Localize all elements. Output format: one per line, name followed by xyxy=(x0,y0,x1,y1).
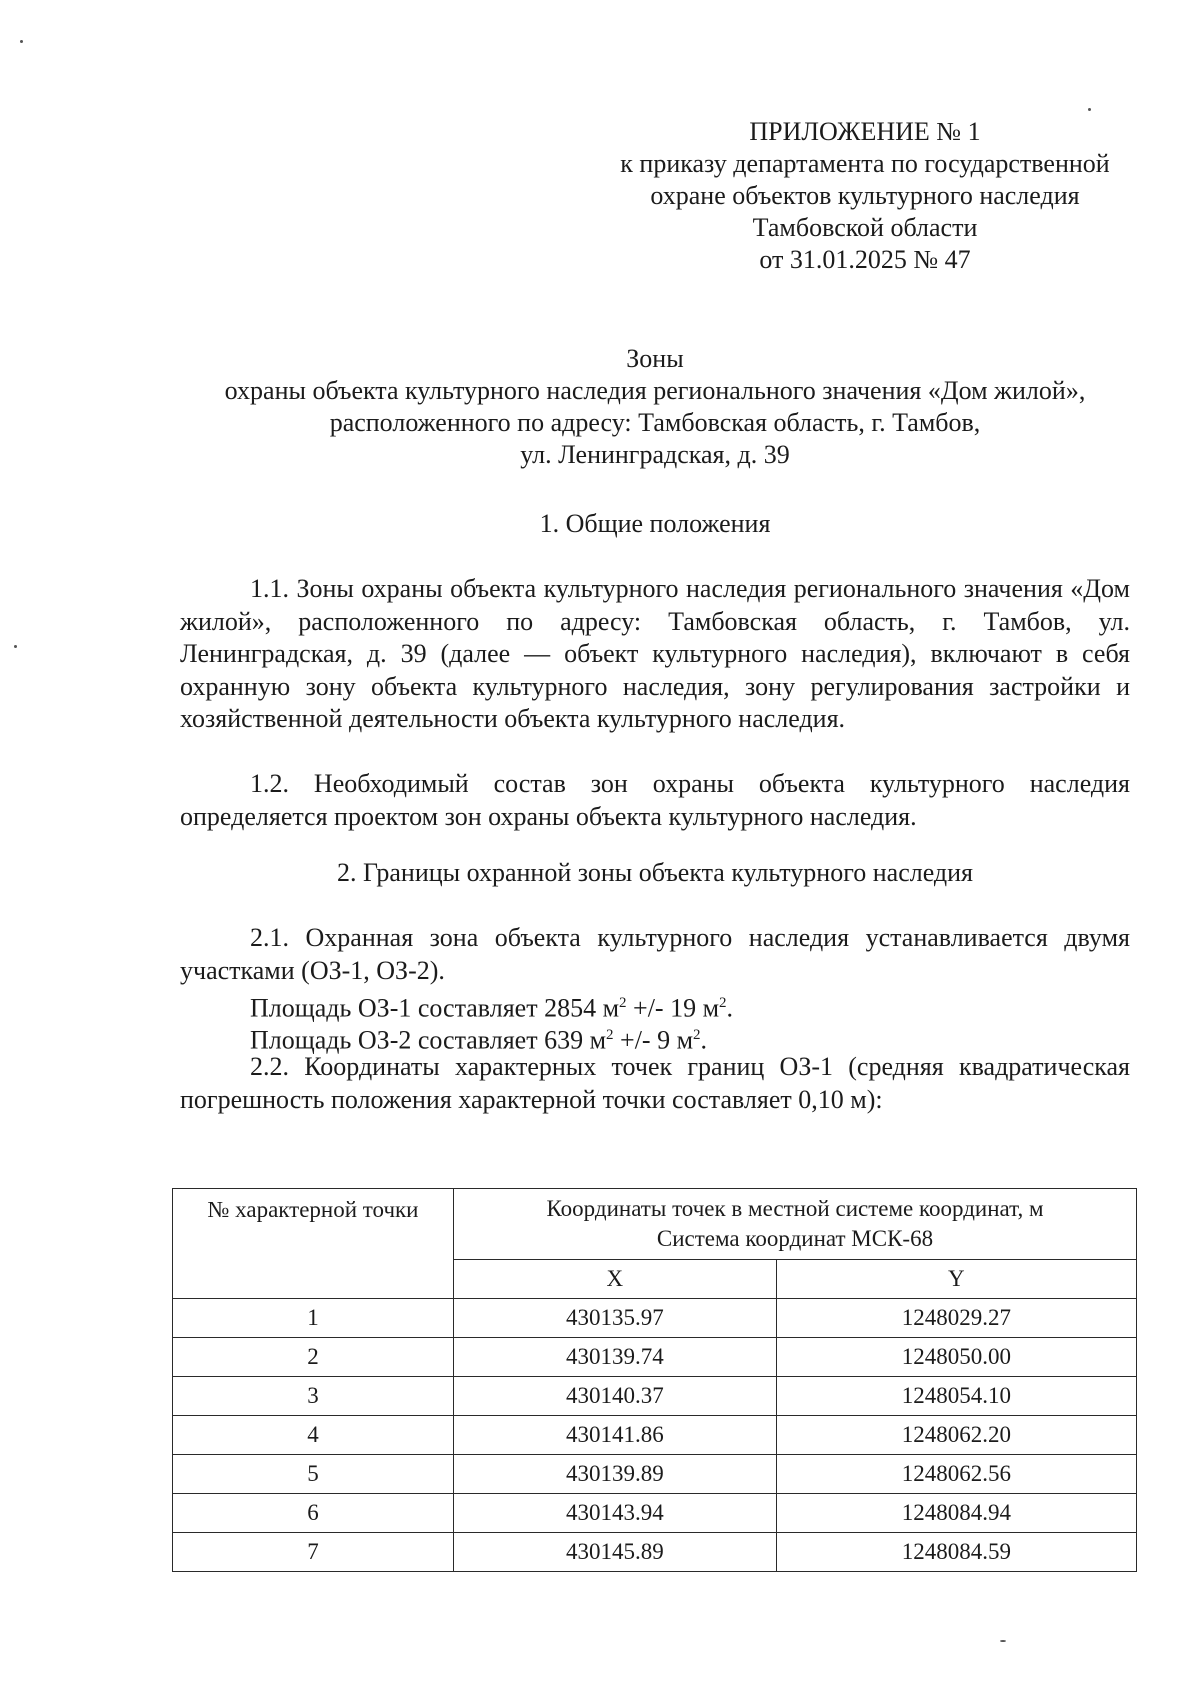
table-row xyxy=(173,1377,1137,1416)
y-coordinate: 1248084.94 xyxy=(776,1494,1136,1533)
title-line-1: Зоны xyxy=(626,344,684,373)
x-coordinate: 430143.94 xyxy=(454,1494,777,1533)
point-number: 7 xyxy=(173,1533,454,1572)
scan-speck xyxy=(1088,108,1091,111)
area-oz1-line: Площадь ОЗ-1 составляет 2854 $м^2$ +/- 19 $м^2$. xyxy=(250,993,734,1023)
appendix-number: ПРИЛОЖЕНИЕ № 1 xyxy=(749,117,981,146)
table-row xyxy=(173,1416,1137,1455)
title-line-3: расположенного по адресу: Тамбовская область, г. Тамбов, xyxy=(329,408,981,437)
appendix-date-line: от 31.01.2025 № 47 xyxy=(759,245,971,274)
x-coordinate: 430145.89 xyxy=(454,1533,777,1572)
point-number: 1 xyxy=(173,1299,454,1338)
superscript-2: 2 xyxy=(719,995,727,1011)
appendix-order-line: к приказу департамента по государственной xyxy=(620,149,1110,178)
x-coordinate: 430140.37 xyxy=(454,1377,777,1416)
point-number: 5 xyxy=(173,1455,454,1494)
column-header-coordinates: Координаты точек в местной системе координат, м Система координат МСК-68 xyxy=(454,1189,1137,1260)
scan-speck xyxy=(20,40,23,43)
y-coordinate: 1248029.27 xyxy=(776,1299,1136,1338)
paragraph-1-2: 1.2. Необходимый состав зон охраны объекта культурного наследия определяется проектом зон охраны объекта культурного наследия. xyxy=(180,769,1130,831)
scan-speck xyxy=(1000,1640,1006,1642)
column-header-x: X xyxy=(454,1260,777,1299)
y-coordinate: 1248062.56 xyxy=(776,1455,1136,1494)
superscript-2: 2 xyxy=(693,1027,701,1043)
paragraph-2-1: 2.1. Охранная зона объекта культурного наследия устанавливается двумя участками (ОЗ-1, ОЗ-2). xyxy=(180,923,1130,985)
table-row xyxy=(173,1299,1137,1338)
paragraph-2-2: 2.2. Координаты характерных точек границ ОЗ-1 (средняя квадратическая погрешность положения характерной точки составляет 0,10 м): xyxy=(180,1052,1130,1114)
table-row xyxy=(173,1533,1137,1572)
y-coordinate: 1248062.20 xyxy=(776,1416,1136,1455)
y-coordinate: 1248050.00 xyxy=(776,1338,1136,1377)
title-line-2: охраны объекта культурного наследия регионального значения «Дом жилой», xyxy=(224,376,1086,405)
y-coordinate: 1248054.10 xyxy=(776,1377,1136,1416)
point-number: 4 xyxy=(173,1416,454,1455)
document-title xyxy=(160,343,1150,471)
section-2-heading: 2. Границы охранной зоны объекта культурного наследия xyxy=(336,858,974,887)
area-oz2-line: Площадь ОЗ-2 составляет 639 $м^2$ +/- 9 $м^2$. xyxy=(250,1025,708,1055)
coordinates-table xyxy=(172,1188,1137,1572)
column-header-point: № характерной точки xyxy=(173,1189,454,1299)
paragraph-1-1: 1.1. Зоны охраны объекта культурного наследия регионального значения «Дом жилой», расположенного по адресу: Тамбовская область, г. Тамбов, ул. Ленинградская, д. 39 (далее — объект культурного наследия), включают в себя охранную зону объекта культурного наследия, зону регулирования застройки и хозяйственной деятельности объекта культурного наследия. xyxy=(180,574,1130,733)
superscript-2: 2 xyxy=(619,995,627,1011)
section-1-heading: 1. Общие положения xyxy=(539,509,771,538)
table-row xyxy=(173,1338,1137,1377)
superscript-2: 2 xyxy=(606,1027,614,1043)
x-coordinate: 430135.97 xyxy=(454,1299,777,1338)
x-coordinate: 430141.86 xyxy=(454,1416,777,1455)
column-header-y: Y xyxy=(776,1260,1136,1299)
appendix-department-line: охране объектов культурного наследия xyxy=(650,181,1080,210)
table-row xyxy=(173,1455,1137,1494)
point-number: 2 xyxy=(173,1338,454,1377)
x-coordinate: 430139.89 xyxy=(454,1455,777,1494)
x-coordinate: 430139.74 xyxy=(454,1338,777,1377)
table-row xyxy=(173,1494,1137,1533)
point-number: 6 xyxy=(173,1494,454,1533)
appendix-region-line: Тамбовской области xyxy=(752,213,978,242)
appendix-header xyxy=(590,116,1140,276)
y-coordinate: 1248084.59 xyxy=(776,1533,1136,1572)
point-number: 3 xyxy=(173,1377,454,1416)
title-line-4: ул. Ленинградская, д. 39 xyxy=(520,440,790,469)
scan-speck xyxy=(14,645,17,648)
